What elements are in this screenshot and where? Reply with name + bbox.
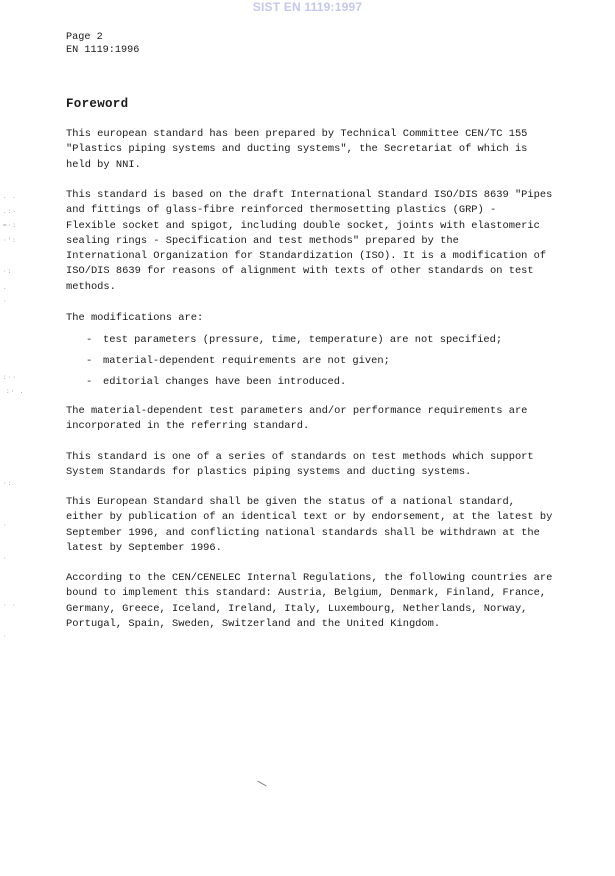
paragraph-secretariat: This european standard has been prepared by Technical Committee CEN/TC 155 "Plastics piping systems and ducting systems", the Secretariat of which is held by NNI. [66, 128, 528, 171]
list-item [86, 354, 502, 375]
list-item-text: material-dependent requirements are not given; [103, 355, 390, 367]
list-dash: - [86, 376, 93, 388]
list-dash: - [86, 355, 93, 367]
paragraph-countries: According to the CEN/CENELEC Internal Regulations, the following countries are bound to implement this standard: Austria, Belgium, Denmark, Finland, France, Germany, Greece, Iceland, Ireland, Italy, Luxembourg, Netherlands, Norway, Portugal, Spain, Sweden, Switzerland and the United Kingdom. [66, 572, 553, 630]
page-number: Page 2 [66, 32, 103, 43]
page-header [66, 31, 139, 57]
list-item [86, 375, 502, 396]
list-item-text: test parameters (pressure, time, temperature) are not specified; [103, 334, 503, 346]
paragraph-modifications-intro: The modifications are: [66, 312, 204, 324]
list-item-text: editorial changes have been introduced. [103, 376, 347, 388]
paragraph-national-status: This European Standard shall be given the status of a national standard, either by publication of an identical text or by endorsement, at the latest by September 1996, and conflicting national standards shall be withdrawn at the latest by September 1996. [66, 496, 553, 554]
standard-number: EN 1119:1996 [66, 45, 140, 56]
section-title: Foreword [66, 97, 129, 111]
watermark: SIST EN 1119:1997 [252, 0, 363, 14]
paragraph-test-parameters: The material-dependent test parameters and/or performance requirements are incorporated in the referring standard. [66, 405, 528, 433]
paragraph-series: This standard is one of a series of standards on test methods which support System Standards for plastics piping systems and ducting systems. [66, 451, 534, 479]
list-dash: - [86, 334, 93, 346]
paragraph-basis: This standard is based on the draft International Standard ISO/DIS 8639 "Pipes and fittings of glass-fibre reinforced thermosetting plastics (GRP) - Flexible socket and spigot, including double socket, joints with elastomeric sealing rings - Specification and test methods" prepared by the International Organization for Standardization (ISO). It is a modification of ISO/DIS 8639 for reasons of alignment with texts of other standards on test methods. [66, 189, 553, 293]
list-item [86, 333, 502, 354]
modifications-list [86, 333, 502, 396]
scan-artifact-stroke [257, 781, 266, 787]
